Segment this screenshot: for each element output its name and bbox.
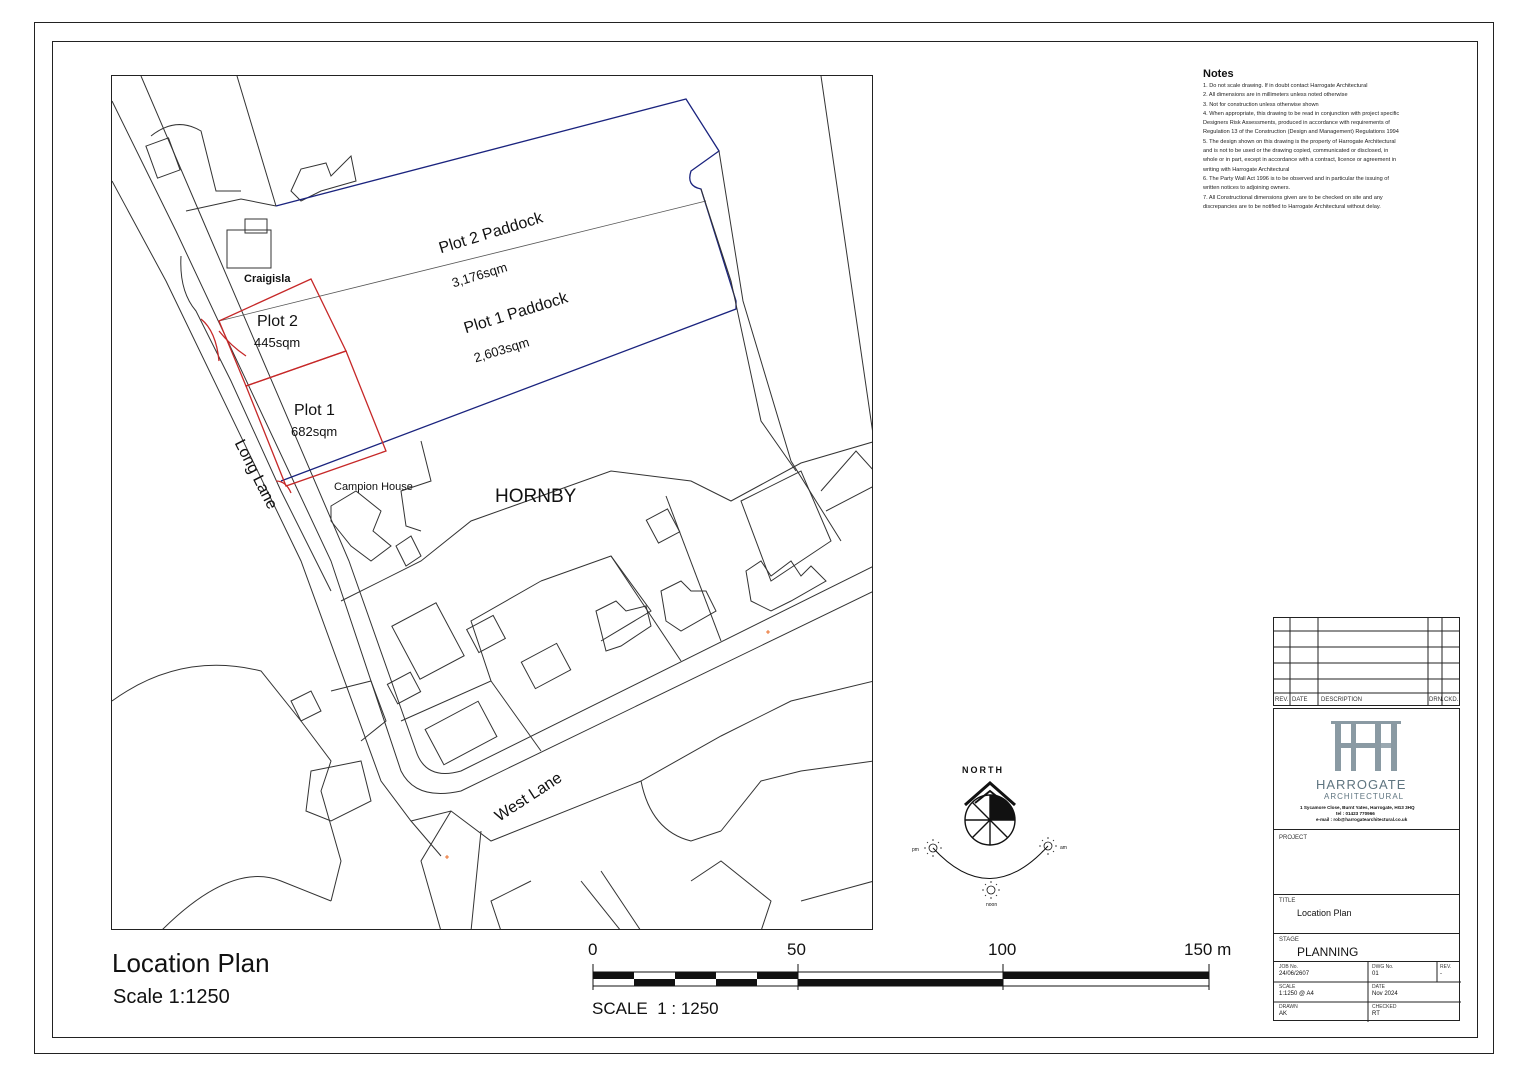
title-panel (1273, 894, 1460, 934)
notes-item: Designers Risk Assessments, produced in accordance with requirements of (1203, 120, 1390, 127)
location-map (111, 75, 873, 930)
scale-tick-100: 100 (988, 940, 1017, 959)
scale-tick-50: 50 (787, 940, 806, 959)
dwg-no-label: DWG No. (1372, 964, 1394, 970)
job-no: 24/06/2607 (1279, 971, 1310, 977)
notes-item: written notices to adjoining owners. (1203, 185, 1291, 192)
stage-label: STAGE (1279, 937, 1299, 943)
scale-caption: SCALE 1 : 1250 (592, 999, 719, 1018)
plot2-paddock-area: 3,176sqm (450, 259, 509, 291)
drawing-scale: Scale 1:1250 (113, 986, 230, 1008)
plot2-label: Plot 2 (257, 313, 298, 330)
job-info-grid (1273, 961, 1460, 1021)
craigisla-building (227, 230, 271, 268)
plot2-paddock-label: Plot 2 Paddock (437, 209, 545, 258)
drawn-value: AK (1279, 1011, 1288, 1017)
revision-table (1273, 617, 1461, 707)
west-lane-label: West Lane (492, 769, 566, 826)
rev-value: - (1440, 971, 1442, 977)
stage-value: PLANNING (1297, 945, 1359, 959)
date-value: Nov 2024 (1372, 991, 1398, 997)
plot1-label: Plot 1 (294, 402, 335, 419)
checked-value: RT (1372, 1011, 1380, 1017)
notes-item: 3. Not for construction unless otherwise shown (1203, 101, 1319, 108)
harrogate-logo-icon (1331, 717, 1403, 773)
north-arrow-icon (905, 775, 1075, 915)
description-header: DESCRIPTION (1321, 697, 1363, 703)
drn-header: DRN. (1429, 697, 1444, 703)
company-email: e-mail : rob@harrogatearchitectural.co.uk (1316, 817, 1408, 822)
stage-panel (1273, 933, 1460, 962)
craigisla-label: Craigisla (244, 273, 291, 285)
title-label: TITLE (1279, 898, 1296, 904)
job-no-label: JOB No. (1279, 964, 1298, 970)
rev-label: REV. (1440, 964, 1452, 970)
rev-header: REV. (1275, 697, 1289, 703)
notes-item: 4. When appropriate, this drawing to be read in conjunction with project specific (1203, 110, 1400, 117)
paddock-divider (219, 201, 706, 321)
scale-value: 1:1250 @ A4 (1279, 991, 1314, 997)
notes-item: discrepancies are to be notified to Harrogate Architectural without delay. (1203, 203, 1381, 210)
title-value: Location Plan (1297, 908, 1352, 918)
sun-pm-label: pm (912, 847, 919, 853)
drawn-label: DRAWN (1279, 1004, 1298, 1010)
notes-item: 6. The Party Wall Act 1996 is to be observed and in particular the issuing of (1203, 175, 1389, 182)
company-sub: ARCHITECTURAL (1324, 792, 1405, 801)
plot-2-outline (219, 279, 346, 386)
notes-item: 5. The design shown on this drawing is the property of Harrogate Architectural (1203, 138, 1396, 145)
drawing-title: Location Plan (112, 948, 270, 978)
notes-item: 1. Do not scale drawing. If in doubt contact Harrogate Architectural (1203, 83, 1368, 89)
project-label: PROJECT (1279, 835, 1308, 841)
scale-tick-150: 150 m (1184, 940, 1232, 959)
north-label: NORTH (962, 765, 1004, 775)
notes-item: Regulation 13 of the Construction (Design and Management) Regulations 1994 (1203, 129, 1399, 136)
long-lane-road (112, 101, 873, 794)
notes-item: and is not to be used or the drawing copied, communicated or disclosed, in (1203, 148, 1389, 155)
notes-item: 7. All Constructional dimensions given are to be checked on site and any (1203, 194, 1383, 201)
date-label: DATE (1372, 984, 1385, 990)
plot1-area: 682sqm (291, 424, 338, 439)
company-tel: tel : 01423 770966 (1336, 811, 1375, 816)
checked-label: CHECKED (1372, 1004, 1397, 1010)
sun-am-label: am (1060, 845, 1067, 851)
notes-title: Notes (1203, 68, 1234, 80)
plot1-paddock-label: Plot 1 Paddock (462, 289, 570, 338)
company-address: 1 Sycamore Close, Burnt Yates, Harrogate, HG3 3HQ (1300, 805, 1415, 810)
ckd-header: CKD. (1444, 697, 1459, 703)
company-panel (1273, 708, 1460, 830)
map-drawing (112, 76, 873, 930)
company-name: HARROGATE (1316, 777, 1407, 792)
scale-label: SCALE (1279, 984, 1296, 990)
plot1-paddock-area: 2,603sqm (472, 334, 531, 366)
scale-bar (590, 960, 1215, 996)
date-header: DATE (1292, 697, 1308, 703)
notes-item: writing with Harrogate Architectural (1203, 166, 1290, 173)
notes-item: 2. All dimensions are in millimeters unless noted otherwise (1203, 92, 1348, 99)
plot2-area: 445sqm (254, 335, 301, 350)
notes-item: whole or in part, except in accordance with a contract, licence or agreement in (1203, 157, 1397, 164)
hornby-label: HORNBY (495, 486, 577, 507)
dwg-no: 01 (1372, 971, 1379, 977)
scale-tick-0: 0 (588, 940, 598, 959)
project-panel (1273, 829, 1460, 895)
notes-panel (1203, 68, 1453, 212)
sun-noon-label: noon (986, 902, 998, 908)
long-lane-label: Long Lane (230, 437, 281, 513)
campion-house-label: Campion House (334, 481, 413, 493)
